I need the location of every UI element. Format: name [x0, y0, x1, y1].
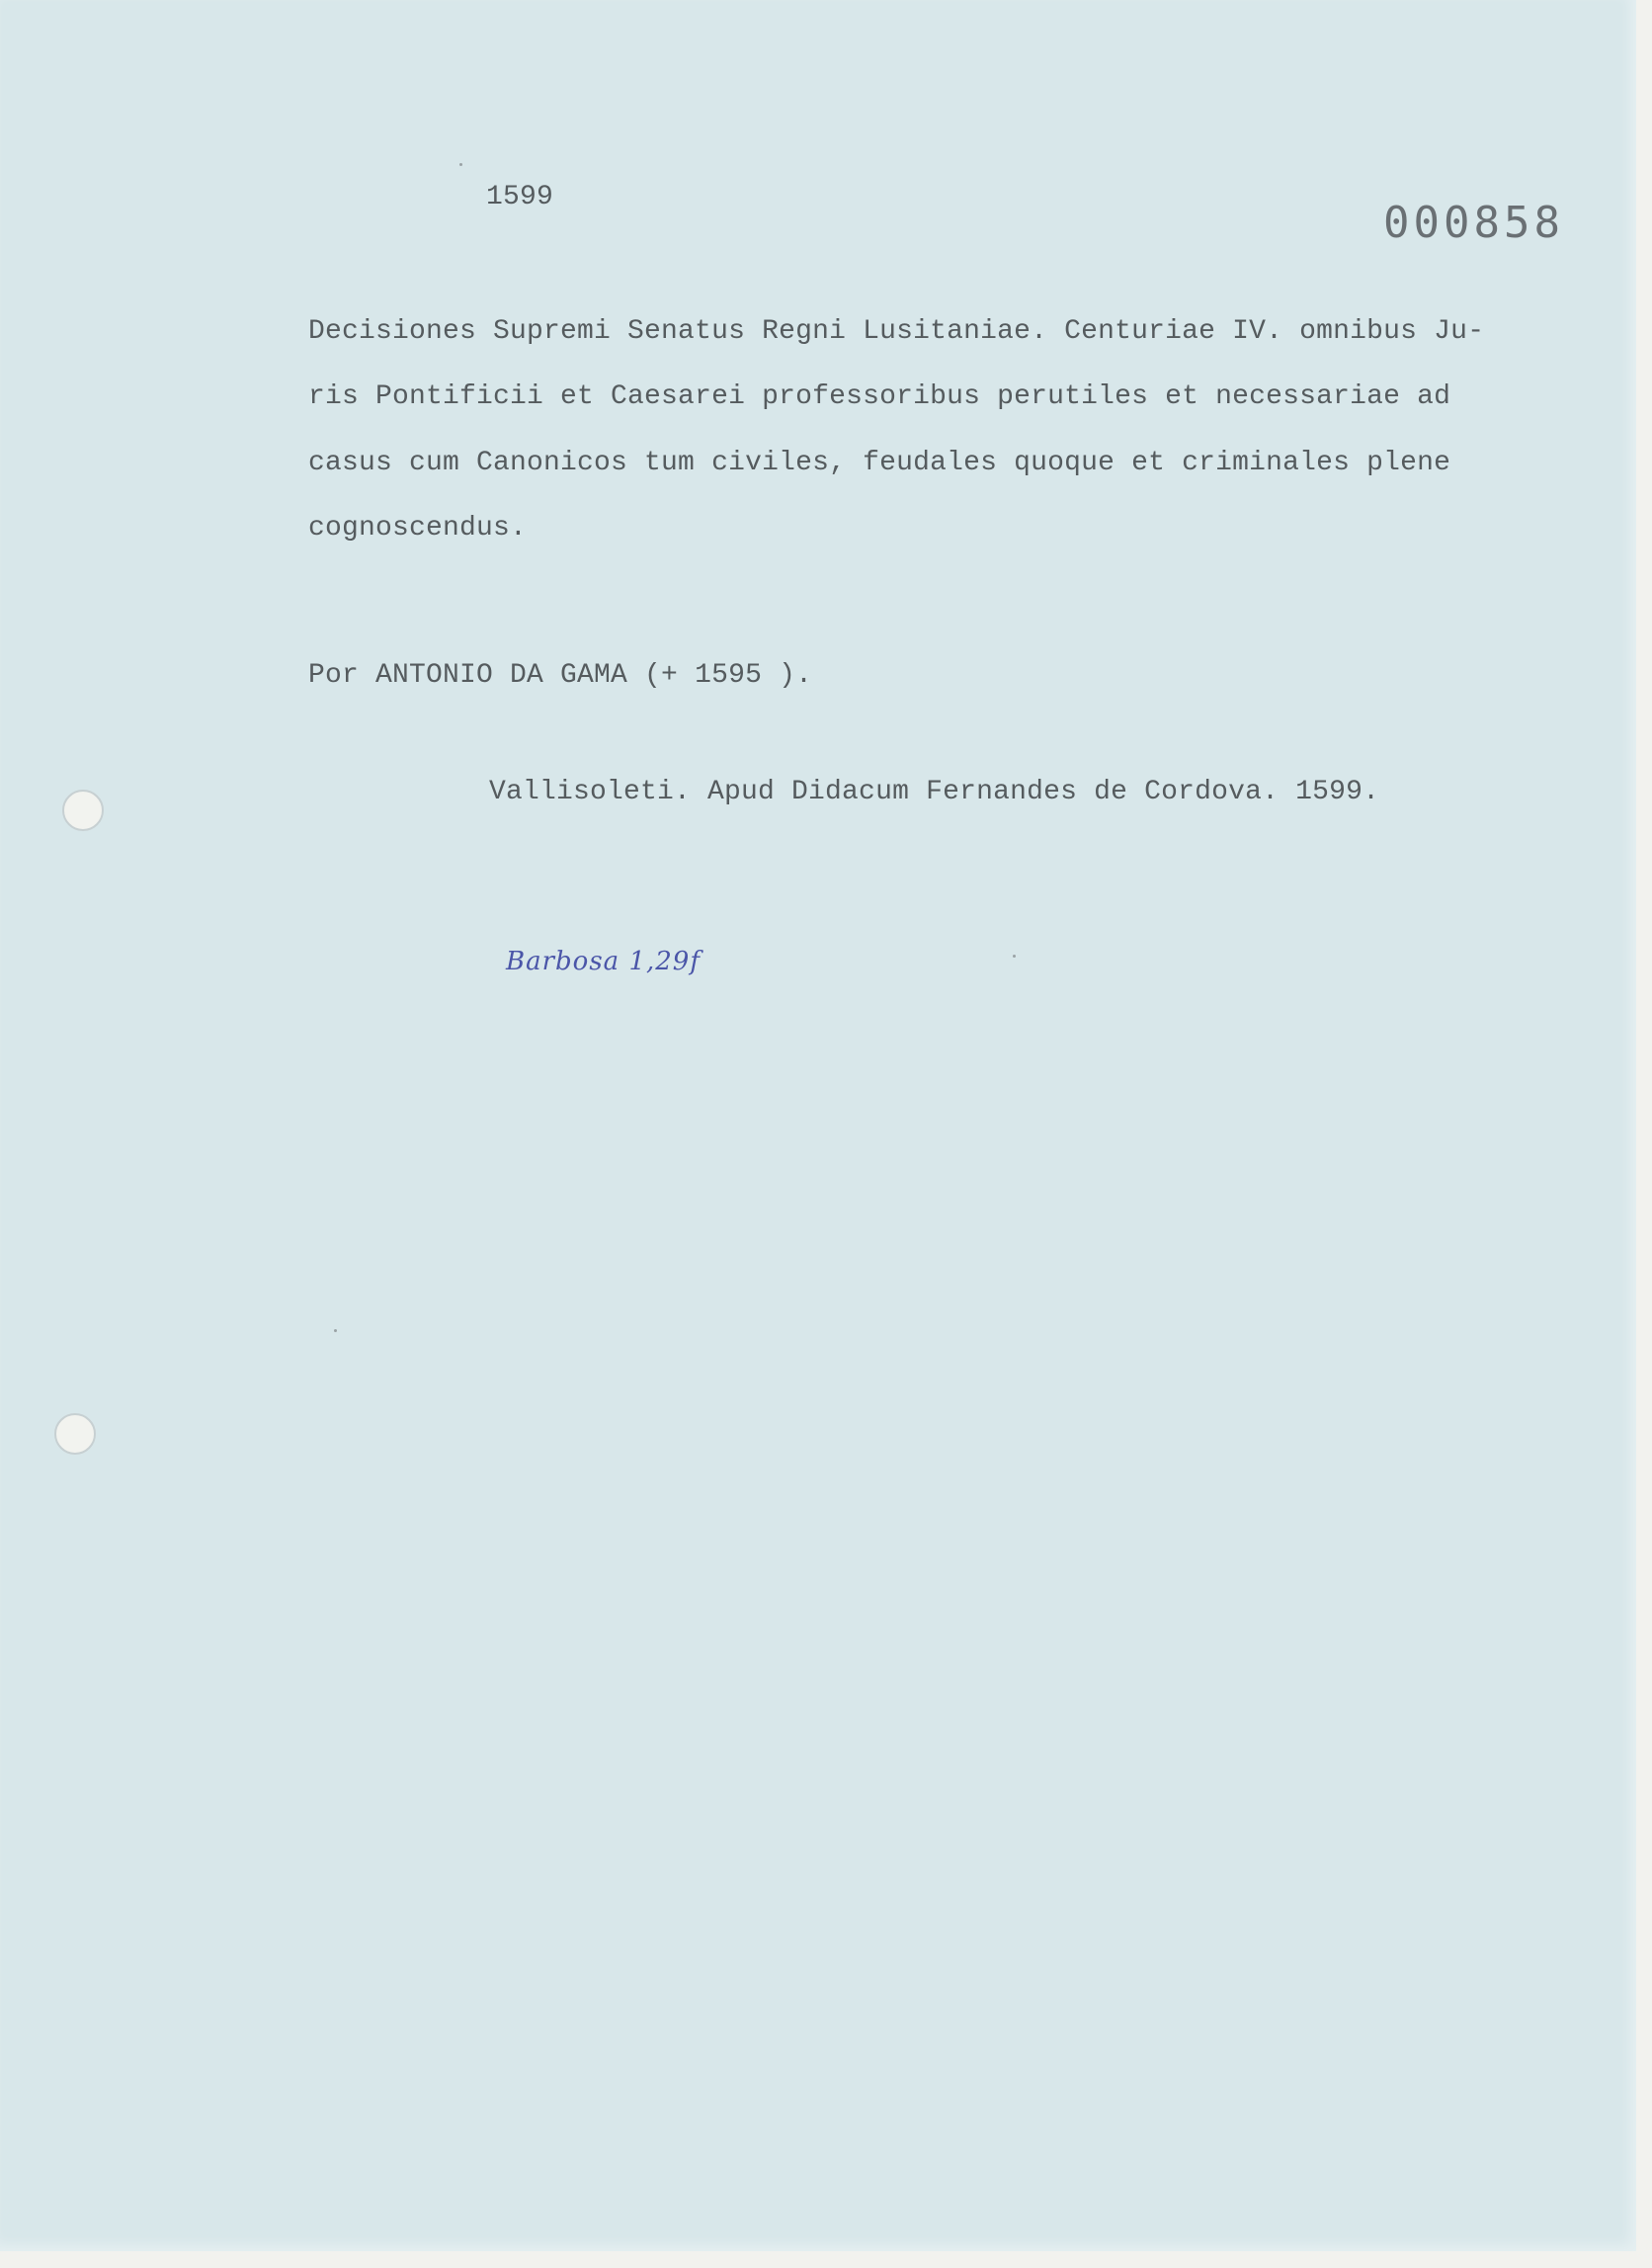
author-line: Por ANTONIO DA GAMA (+ 1595 ).	[308, 660, 813, 691]
paper-speck	[1013, 955, 1016, 958]
imprint-line: Vallisoleti. Apud Didacum Fernandes de Cordova. 1599.	[489, 777, 1380, 807]
punch-hole-icon	[54, 1413, 96, 1455]
title-line: ris Pontificii et Caesarei professoribus perutiles et necessariae ad	[308, 381, 1451, 412]
handwritten-note: Barbosa 1,29f	[506, 947, 701, 976]
paper-speck	[334, 1329, 337, 1332]
reference-number: 000858	[1383, 198, 1564, 248]
title-line: casus cum Canonicos tum civiles, feudales quoque et criminales plene	[308, 448, 1451, 478]
title-line: Decisiones Supremi Senatus Regni Lusitaniae. Centuriae IV. omnibus Ju-	[308, 316, 1485, 347]
paper-speck	[459, 163, 462, 166]
card-year: 1599	[486, 182, 554, 212]
punch-hole-icon	[62, 790, 104, 831]
title-line: cognoscendus.	[308, 513, 528, 544]
